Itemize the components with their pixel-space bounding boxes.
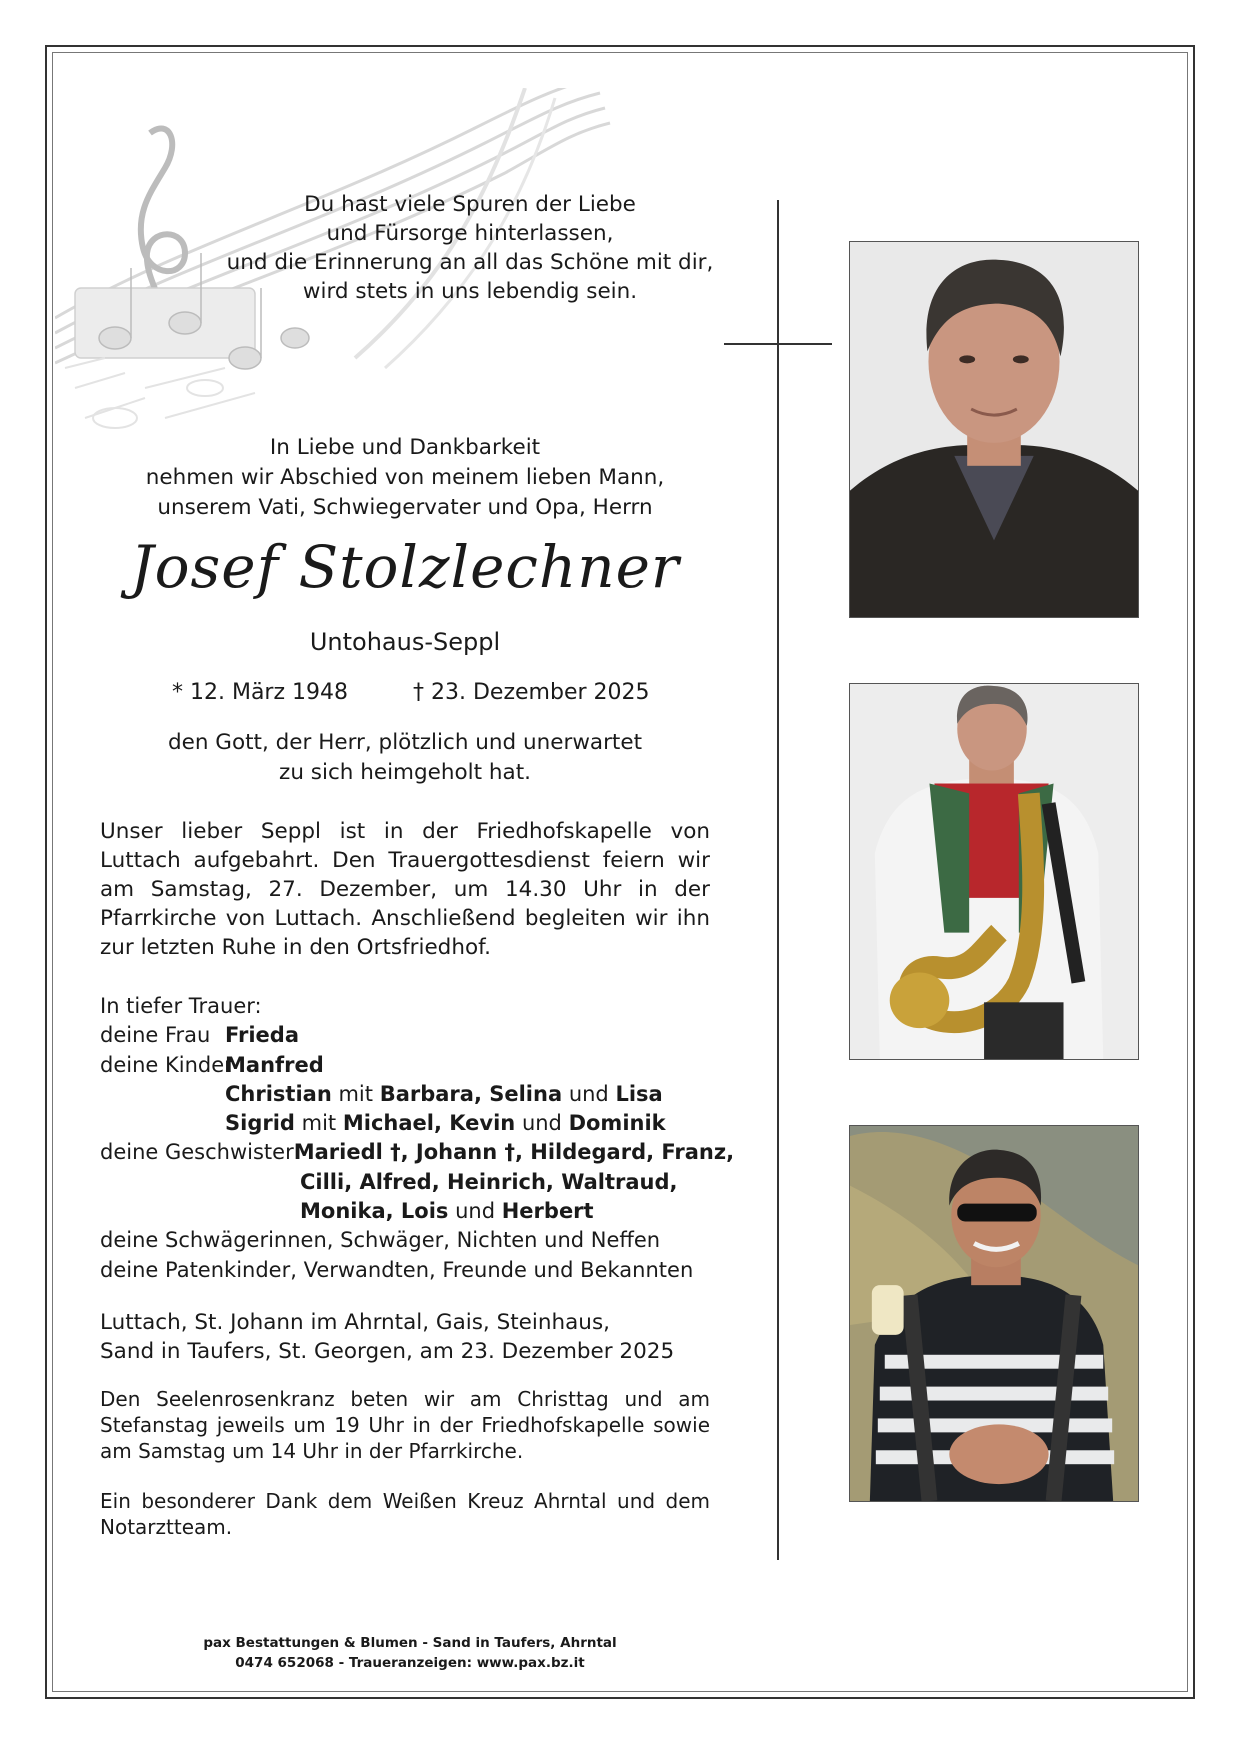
sibling-names: Mariedl †, Johann †, Hildegard, Franz, <box>293 1140 735 1165</box>
connector-text: und <box>568 1081 609 1106</box>
mourner-row <box>100 1197 720 1226</box>
mourner-row <box>100 1109 720 1138</box>
cross-horizontal-beam <box>724 343 832 345</box>
deceased-name: Josef Stolzlechner <box>130 533 680 601</box>
farewell-intro <box>100 433 710 523</box>
mourner-row <box>100 1168 720 1197</box>
place-line: Luttach, St. Johann im Ahrntal, Gais, Steinhaus, <box>100 1310 610 1335</box>
funeral-info-paragraph: Unser lieber Seppl ist in der Friedhofskapelle von Luttach aufgebahrt. Den Trauergottesdienst feiern wir am Samstag, 27. Dezember, um 14.30 Uhr in der Pfarrkirche von Luttach. Anschließend begleiten wir ihn zur letzten Ruhe in den Ortsfriedhof. <box>100 819 710 960</box>
saxophone-photo <box>849 683 1139 1060</box>
death-date: † 23. Dezember 2025 <box>413 680 650 705</box>
child-name: Manfred <box>225 1052 324 1077</box>
mourners-list <box>100 992 735 1285</box>
family-names: Michael, Kevin <box>342 1111 516 1136</box>
mourner-row <box>100 1051 720 1080</box>
godchildren-line: deine Patenkinder, Verwandten, Freunde und Bekannten <box>100 1257 694 1282</box>
family-names: Lisa <box>615 1081 663 1106</box>
footer-imprint <box>200 1633 620 1673</box>
passing-text <box>120 728 690 788</box>
birth-date: * 12. März 1948 <box>172 680 349 705</box>
mourners-heading: In tiefer Trauer: <box>100 994 262 1018</box>
place-and-date <box>100 1308 710 1366</box>
cross-vertical-beam <box>777 200 779 1560</box>
passing-line: zu sich heimgeholt hat. <box>279 760 531 785</box>
verse-line: wird stets in uns lebendig sein. <box>302 279 638 304</box>
in-laws-line: deine Schwägerinnen, Schwäger, Nichten und Neffen <box>100 1228 661 1253</box>
verse-line: Du hast viele Spuren der Liebe <box>304 192 636 217</box>
child-name: Christian <box>225 1081 332 1106</box>
wife-label: deine Frau <box>100 1023 211 1048</box>
footer-line: 0474 652068 - Traueranzeigen: www.pax.bz.it <box>235 1655 585 1671</box>
place-line: Sand in Taufers, St. Georgen, am 23. Dezember 2025 <box>100 1339 675 1364</box>
children-label: deine Kinder <box>100 1052 233 1077</box>
intro-line: unserem Vati, Schwiegervater und Opa, Herrn <box>157 495 653 520</box>
mourner-row <box>100 1080 720 1109</box>
portrait-photo <box>849 241 1139 618</box>
verse-line: und Fürsorge hinterlassen, <box>326 221 614 246</box>
hiking-photo <box>849 1125 1139 1502</box>
sibling-names: Herbert <box>501 1199 594 1224</box>
siblings-label: deine Geschwister <box>100 1140 294 1165</box>
family-names: Dominik <box>568 1111 666 1136</box>
memorial-verse <box>205 190 735 306</box>
family-names: Barbara, Selina <box>379 1081 563 1106</box>
wife-name: Frieda <box>225 1023 300 1048</box>
passing-line: den Gott, der Herr, plötzlich und unerwartet <box>167 730 643 755</box>
mourner-row <box>100 1138 735 1167</box>
rosary-paragraph: Den Seelenrosenkranz beten wir am Christtag und am Stefanstag jeweils um 19 Uhr in der Friedhofskapelle sowie am Samstag um 14 Uhr in der Pfarrkirche. <box>100 1387 710 1463</box>
sibling-names: Monika, Lois <box>300 1199 449 1224</box>
verse-line: und die Erinnerung an all das Schöne mit dir, <box>226 250 714 275</box>
intro-line: nehmen wir Abschied von meinem lieben Mann, <box>145 465 665 490</box>
thanks-paragraph: Ein besonderer Dank dem Weißen Kreuz Ahrntal und dem Notarztteam. <box>100 1489 710 1539</box>
life-dates <box>172 680 650 705</box>
connector-text: mit <box>338 1081 373 1106</box>
sibling-names: Cilli, Alfred, Heinrich, Waltraud, <box>300 1169 678 1194</box>
footer-line: pax Bestattungen & Blumen - Sand in Taufers, Ahrntal <box>203 1635 617 1651</box>
connector-text: mit <box>301 1111 337 1136</box>
connector-text: und <box>521 1111 562 1136</box>
mourner-row <box>100 1021 720 1050</box>
deceased-nickname: Untohaus-Seppl <box>309 628 501 656</box>
child-name: Sigrid <box>225 1111 295 1136</box>
intro-line: In Liebe und Dankbarkeit <box>269 435 541 460</box>
connector-text: und <box>455 1199 496 1224</box>
